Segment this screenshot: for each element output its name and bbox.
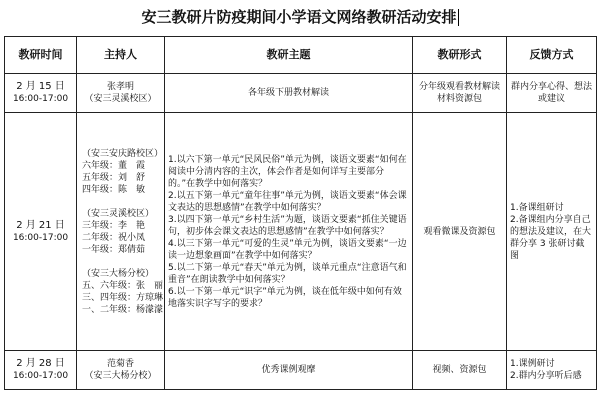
host-campus-label: （安三大杨分校） bbox=[82, 268, 155, 279]
feedback-line: 1.备课组研讨 bbox=[510, 202, 564, 213]
host-line: 一年级：郑倩茹 bbox=[82, 244, 146, 255]
feedback-cell bbox=[507, 74, 597, 113]
topic-cell bbox=[165, 351, 413, 390]
feedback-line: 1.课例研讨 bbox=[510, 359, 555, 369]
form-cell bbox=[413, 74, 507, 113]
hours-text: 16:00-17:00 bbox=[12, 371, 69, 381]
host-line: 三、四年级：方琼琳 bbox=[82, 292, 164, 303]
topic-item: 6.以一下第一单元“识字”单元为例，谈在低年级中如何有效地落实识字写字的要求？ bbox=[168, 286, 402, 309]
host-line: 三年级：李 艳 bbox=[82, 220, 146, 231]
form-cell bbox=[413, 351, 507, 390]
time-cell bbox=[5, 113, 77, 351]
host-line: 五年级：刘 舒 bbox=[82, 172, 146, 183]
form-line: 视频、资源包 bbox=[432, 365, 487, 375]
topic-item: 5.以二下第一单元“春天”单元为例，谈单元重点“注意语气和重音”在朗读教学中如何落实？ bbox=[168, 262, 407, 285]
host-spacer bbox=[82, 256, 161, 268]
host-line: （安三大杨分校） bbox=[84, 371, 157, 381]
hours-text: 16:00-17:00 bbox=[12, 232, 69, 243]
host-cell bbox=[77, 351, 165, 390]
date-text: 2 月 21 日 bbox=[16, 219, 65, 231]
host-spacer bbox=[82, 196, 161, 208]
topic-cell bbox=[165, 74, 413, 113]
feedback-line: 或建议 bbox=[537, 94, 565, 104]
table-row bbox=[5, 351, 597, 390]
topic-item: 2.以五下第一单元“童年往事”单元为例，谈语文要素“体会课文表达的思想感情”在教学中如何落实？ bbox=[168, 190, 407, 213]
form-line: 材料资源包 bbox=[436, 94, 482, 104]
host-cell bbox=[77, 113, 165, 351]
host-line: （安三灵溪校区） bbox=[84, 94, 157, 104]
host-campus-label: （安三安庆路校区） bbox=[82, 148, 164, 159]
host-line: 五、六年级：张 丽 bbox=[82, 280, 164, 291]
host-line: 范菊香 bbox=[106, 359, 134, 369]
date-text: 2 月 28 日 bbox=[16, 358, 65, 369]
host-list bbox=[80, 148, 164, 316]
hours-text: 16:00-17:00 bbox=[12, 94, 69, 104]
table-row bbox=[5, 113, 597, 351]
header-time: 教研时间 bbox=[5, 37, 77, 74]
time-cell bbox=[5, 74, 77, 113]
text-cursor bbox=[458, 9, 459, 26]
time-cell bbox=[5, 351, 77, 390]
header-feedback: 反馈方式 bbox=[507, 37, 597, 74]
topic-item: 3.以四下第一单元“乡村生活”为题，谈语文要素“抓住关键语句，初步体会课文表达的思想感情”在教学中如何落实？ bbox=[168, 214, 407, 237]
topic-line: 各年级下册教材解读 bbox=[247, 88, 329, 98]
feedback-line: 2.群内分享听后感 bbox=[510, 371, 582, 381]
feedback-line: 群内分享心得、想法 bbox=[510, 82, 592, 92]
header-form: 教研形式 bbox=[413, 37, 507, 74]
form-cell bbox=[413, 113, 507, 351]
host-line: 四年级：陈 敏 bbox=[82, 184, 146, 195]
host-line: 六年级：董 霞 bbox=[82, 160, 146, 171]
header-topic: 教研主题 bbox=[165, 37, 413, 74]
table-row bbox=[5, 74, 597, 113]
host-campus-label: （安三灵溪校区） bbox=[82, 208, 155, 219]
topic-line: 优秀课例观摩 bbox=[261, 365, 316, 375]
form-line: 观看微课及资源包 bbox=[423, 226, 496, 237]
host-cell bbox=[77, 74, 165, 113]
topic-item: 1.以六下第一单元“民风民俗”单元为例，谈语文要素“如何在阅读中分清内容的主次，体会作者是如何详写主要部分的。”在教学中如何落实？ bbox=[168, 154, 407, 189]
host-line: 张孝明 bbox=[106, 82, 134, 92]
host-line: 二年级：祝小凤 bbox=[82, 232, 146, 243]
header-host: 主持人 bbox=[77, 37, 165, 74]
feedback-line: 2.备课组内分享自己的想法及建议，在大群分享 3 张研讨截图 bbox=[510, 214, 592, 261]
topic-cell bbox=[165, 113, 413, 351]
schedule-table bbox=[4, 36, 597, 390]
form-line: 分年级观看教材解读 bbox=[418, 82, 500, 92]
feedback-cell bbox=[507, 351, 597, 390]
host-line: 一、二年级：杨濛濛 bbox=[82, 304, 164, 315]
topic-item: 4.以三下第一单元“可爱的生灵”单元为例，谈语文要素“一边读一边想象画面”在教学中如何落实？ bbox=[168, 238, 407, 261]
date-text: 2 月 15 日 bbox=[16, 81, 65, 92]
header-row bbox=[5, 37, 597, 74]
feedback-cell bbox=[507, 113, 597, 351]
document-title: 安三教研片防疫期间小学语文网络教研活动安排 bbox=[141, 8, 457, 26]
